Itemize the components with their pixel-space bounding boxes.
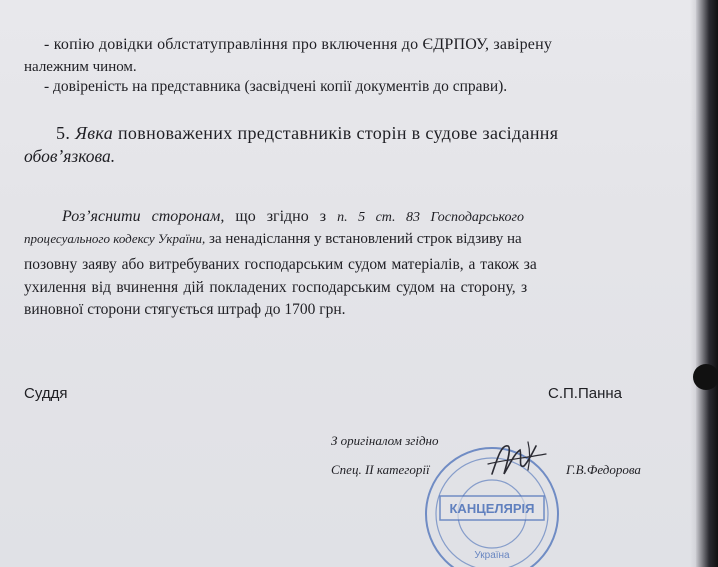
item-5-italic-word: Явка [75, 123, 114, 143]
stamp-center-text: КАНЦЕЛЯРІЯ [449, 501, 535, 516]
bullet-edrpou-line1: - копію довідки облстатуправління про включення до ЄДРПОУ, завірену [44, 36, 553, 53]
explanation-line1-text: що згідно з [235, 208, 327, 225]
explanation-line3: позовну заяву або витребуваних господарським судом матеріалів, а також за [24, 256, 537, 273]
judge-role: Суддя [24, 385, 68, 402]
explanation-line4: ухилення від вчинення дій покладених господарським судом на сторону, з [24, 279, 528, 296]
explanation-line1 [62, 208, 524, 226]
item-5-line2: обов’язкова. [24, 146, 116, 166]
explanation-line2-italic: процесуального кодексу України, [24, 231, 206, 246]
punch-hole [693, 364, 718, 390]
bullet-power-of-attorney: - довіреність на представника (засвідчені копії документів до справи). [44, 78, 508, 95]
explanation-line2 [24, 231, 522, 248]
bullet-edrpou-line2: належним чином. [24, 59, 137, 75]
handwritten-signature [484, 436, 554, 482]
item-5-text: повноважених представників сторін в судове засідання [117, 123, 559, 143]
page-edge-dark [696, 0, 718, 567]
explanation-line2-text: за ненадіслання у встановлений строк відзиву на [209, 231, 522, 247]
stamp-bottom-text: Україна [474, 550, 510, 561]
certification-line2: Спец. ІІ категорії [331, 462, 430, 477]
explanation-line5: виновної сторони стягується штраф до 1700 грн. [24, 301, 346, 318]
certification-name: Г.В.Федорова [566, 462, 641, 477]
explanation-line1-italic: п. 5 ст. 83 Господарського [337, 210, 524, 225]
explanation-lead: Роз’яснити сторонам, [62, 208, 225, 225]
certification-line1: З оригіналом згідно [331, 433, 439, 448]
item-5-number: 5. [56, 123, 71, 143]
judge-name: С.П.Панна [548, 385, 622, 402]
item-5-line1 [56, 123, 558, 144]
